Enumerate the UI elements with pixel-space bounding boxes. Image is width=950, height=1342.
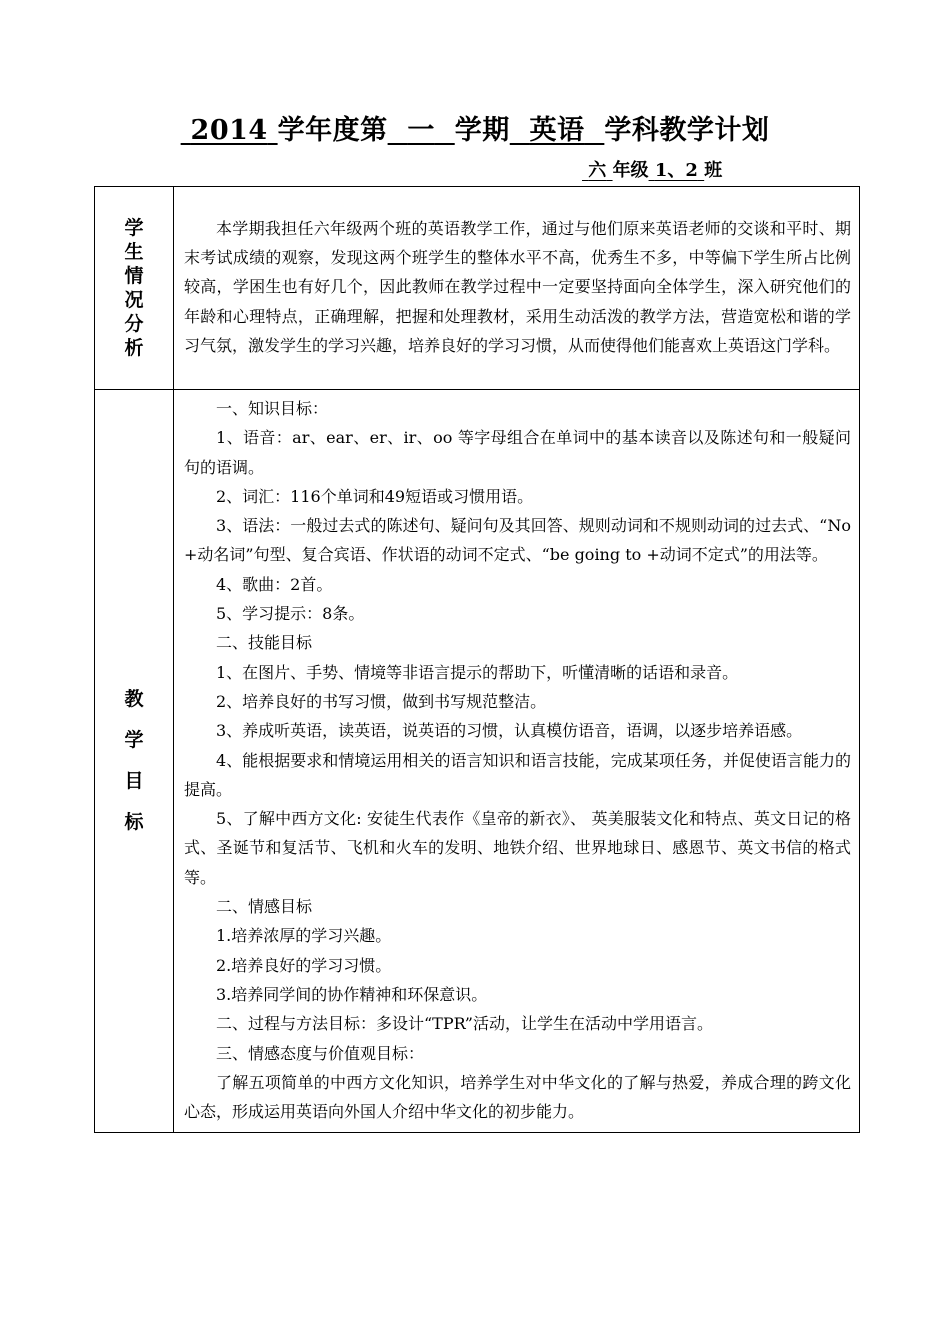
section-label-char: 学: [124, 729, 144, 752]
section-label-char: 生: [124, 241, 144, 263]
section-paragraph: 2、词汇：116个单词和49短语或习惯用语。: [216, 486, 534, 506]
section-label-char: 分: [124, 313, 144, 335]
grade-class-line: [582, 156, 722, 182]
classes-value: 1、2: [654, 160, 698, 181]
section-paragraph: 二、过程与方法目标：多设计“TPR”活动，让学生在活动中学用语言。: [216, 1014, 713, 1034]
teaching-goals-row: [95, 390, 860, 1133]
section-paragraph: 二、技能目标: [216, 633, 313, 653]
section-label-char: 情: [124, 265, 144, 287]
student-analysis-label: [95, 187, 174, 390]
section-paragraph: 3、养成听英语，读英语，说英语的习惯，认真模仿语音，语调，以逐步培养语感。: [216, 721, 803, 741]
page-title: [0, 108, 950, 147]
section-paragraph: 三、情感态度与价值观目标：: [216, 1043, 425, 1063]
section-paragraph: 2、培养良好的书写习惯，做到书写规范整洁。: [216, 691, 547, 711]
title-subject: 英语: [529, 115, 585, 146]
section-label-char: 教: [124, 688, 144, 711]
class-suffix: 班: [704, 160, 723, 181]
section-label-char: 况: [124, 289, 144, 311]
section-label-char: 标: [124, 811, 144, 834]
section-paragraph: 4、歌曲：2首。: [216, 574, 333, 594]
section-paragraph: 了解五项简单的中西方文化知识，培养学生对中华文化的了解与热爱，养成合理的跨文化心态，形成运用英语向外国人介绍中华文化的初步能力。: [184, 1072, 851, 1122]
section-label-char: 目: [124, 770, 144, 793]
student-analysis-content: [174, 187, 860, 390]
section-paragraph: 5、了解中西方文化: 安徒生代表作《皇帝的新衣》、 英美服装文化和特点、英文日记的格式、圣诞节和复活节、飞机和火车的发明、地铁介绍、世界地球日、感恩节、英文书信的格式等。: [184, 809, 851, 887]
section-label-char: 学: [124, 217, 144, 239]
title-year: 2014: [190, 115, 268, 146]
section-label-char: 析: [124, 337, 144, 359]
teaching-goals-label: [95, 390, 174, 1133]
student-analysis-row: [95, 187, 860, 390]
section-paragraph: 3.培养同学间的协作精神和环保意识。: [216, 984, 488, 1004]
section-paragraph: 1.培养浓厚的学习兴趣。: [216, 926, 392, 946]
section-paragraph: 本学期我担任六年级两个班的英语教学工作，通过与他们原来英语老师的交谈和平时、期末考试成绩的观察，发现这两个班学生的整体水平不高，优秀生不多，中等偏下学生所占比例较高，学困生也有好几个，因此教师在教学过程中一定要坚持面向全体学生，深入研究他们的年龄和心理特点，正确理解，把握和处理教材，采用生动活泼的教学方法，营造宽松和谐的学习气氛，激发学生的学习兴趣，培养良好的学习习惯，从而使得他们能喜欢上英语这门学科。: [184, 218, 851, 355]
title-term: 一: [407, 115, 435, 146]
section-paragraph: 1、在图片、手势、情境等非语言提示的帮助下，听懂清晰的话语和录音。: [216, 662, 739, 682]
title-term-suffix: 学期: [454, 115, 510, 146]
title-tail: 学科教学计划: [604, 115, 770, 146]
grade-value: 六: [588, 160, 607, 181]
section-paragraph: 1、语音：ar、ear、er、ir、oo 等字母组合在单词中的基本读音以及陈述句和一般疑问句的语调。: [184, 428, 851, 477]
section-paragraph: 4、能根据要求和情境运用相关的语言知识和语言技能，完成某项任务，并促使语言能力的提高。: [184, 750, 851, 799]
section-paragraph: 二、情感目标: [216, 897, 313, 917]
plan-table: [94, 186, 860, 1133]
section-paragraph: 2.培养良好的学习习惯。: [216, 955, 392, 975]
grade-suffix: 年级: [612, 160, 649, 181]
teaching-goals-content: [174, 390, 860, 1133]
section-paragraph: 3、语法：一般过去式的陈述句、疑问句及其回答、规则动词和不规则动词的过去式、“No+动名词”句型、复合宾语、作状语的动词不定式、“be going to +动词不定式”的用法等。: [184, 516, 851, 565]
section-paragraph: 5、学习提示：8条。: [216, 604, 365, 624]
section-paragraph: 一、知识目标：: [216, 399, 329, 418]
title-year-suffix: 学年度第: [277, 115, 388, 146]
